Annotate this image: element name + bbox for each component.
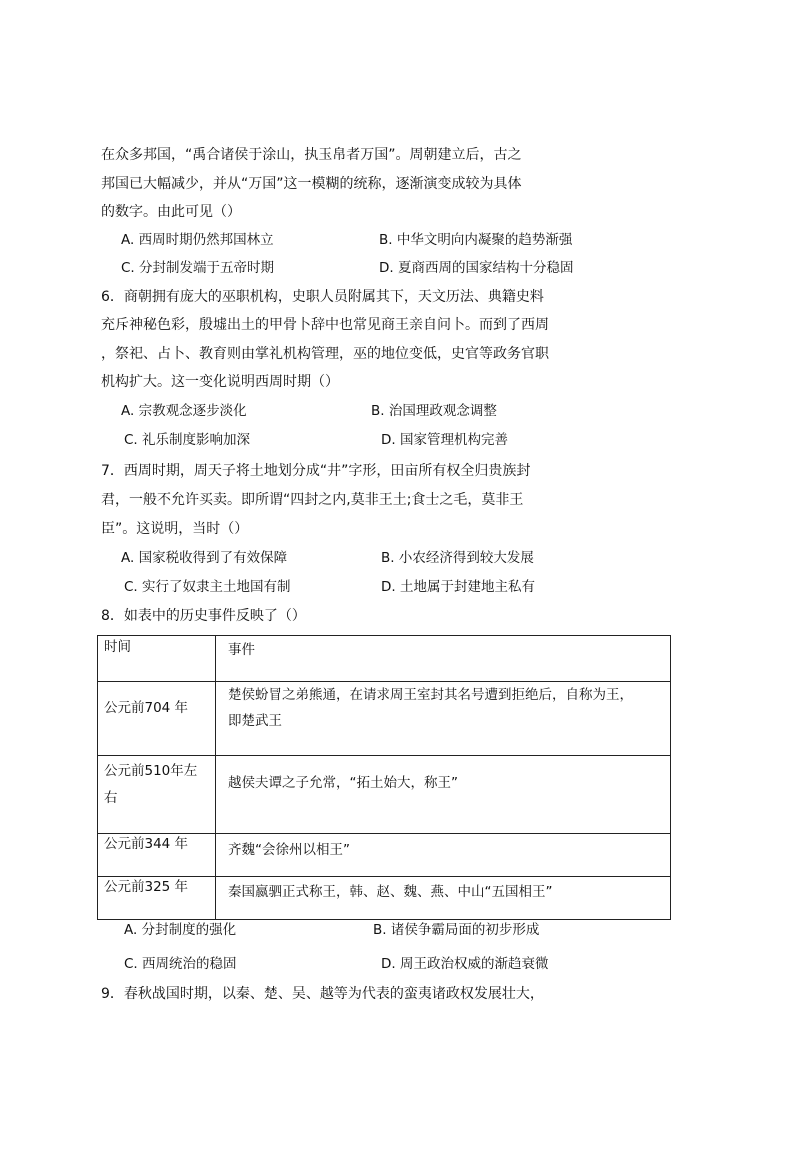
q7-option-c: C. 实行了奴隶主土地国有制: [124, 579, 291, 595]
q6-option-c: C. 礼乐制度影响加深: [124, 432, 251, 448]
q5-stem-line-2: 邦国已大幅减少，并从“万国”这一模糊的统称，逐渐演变成较为具体: [101, 176, 522, 192]
q5-option-a: A. 西周时期仍然邦国林立: [121, 232, 274, 248]
q6-option-d: D. 国家管理机构完善: [381, 432, 508, 448]
q8-stem: 8．如表中的历史事件反映了（）: [101, 608, 306, 624]
q8-option-d: D. 周王政治权威的渐趋衰微: [381, 956, 549, 972]
q7-option-d: D. 土地属于封建地主私有: [381, 579, 535, 595]
q7-stem-line-2: 君，一般不允许买卖。即所谓“四封之内,莫非王土;食士之毛，莫非王: [101, 492, 524, 508]
q5-stem-line-3: 的数字。由此可见（）: [101, 204, 241, 220]
q5-option-c: C. 分封制发端于五帝时期: [121, 260, 275, 276]
q7-option-b: B. 小农经济得到较大发展: [381, 550, 534, 566]
q7-stem-line-1: 7．西周时期，周天子将土地划分成“井”字形，田亩所有权全归贵族封: [101, 463, 531, 479]
q7-stem-line-3: 臣”。这说明，当时（）: [101, 521, 249, 537]
table-row-2-time-line-2: 右: [104, 790, 118, 806]
table-row-2-event: 越侯夫谭之子允常，“拓土始大，称王”: [228, 775, 458, 791]
q6-option-b: B. 治国理政观念调整: [371, 403, 497, 419]
q8-option-b: B. 诸侯争霸局面的初步形成: [373, 922, 540, 938]
table-row-1-event-line-1: 楚侯蚡冒之弟熊通，在请求周王室封其名号遭到拒绝后，自称为王，: [228, 687, 633, 703]
q7-option-a: A. 国家税收得到了有效保障: [121, 550, 288, 566]
table-row-3-time: 公元前344 年: [104, 836, 189, 852]
table-row-divider: [97, 755, 671, 756]
table-header-time: 时间: [104, 639, 131, 655]
q8-option-a: A. 分封制度的强化: [124, 922, 237, 938]
table-column-divider: [215, 635, 216, 920]
table-row-1-time: 公元前704 年: [104, 700, 189, 716]
q6-stem-line-1: 6．商朝拥有庞大的巫职机构，史职人员附属其下，天文历法、典籍史料: [101, 289, 544, 305]
q6-option-a: A. 宗教观念逐步淡化: [121, 403, 247, 419]
q5-option-d: D. 夏商西周的国家结构十分稳固: [379, 260, 574, 276]
table-row-4-time: 公元前325 年: [104, 879, 189, 895]
q5-stem-line-1: 在众多邦国，“禹合诸侯于涂山，执玉帛者万国”。周朝建立后，古之: [101, 147, 522, 163]
events-table: [97, 635, 671, 920]
q6-stem-line-4: 机构扩大。这一变化说明西周时期（）: [101, 374, 339, 390]
q6-stem-line-2: 充斥神秘色彩，殷墟出土的甲骨卜辞中也常见商王亲自问卜。而到了西周: [101, 317, 549, 333]
table-row-2-time-line-1: 公元前510年左: [104, 763, 198, 779]
table-header-event: 事件: [228, 642, 255, 658]
table-row-4-event: 秦国嬴驷正式称王，韩、赵、魏、燕、中山“五国相王”: [228, 884, 553, 900]
q6-stem-line-3: ，祭祀、占卜、教育则由掌礼机构管理，巫的地位变低，史官等政务官职: [101, 346, 549, 362]
q8-option-c: C. 西周统治的稳固: [124, 956, 237, 972]
q9-stem: 9．春秋战国时期，以秦、楚、吴、越等为代表的蛮夷诸政权发展壮大，: [101, 986, 544, 1002]
table-row-divider: [97, 681, 671, 682]
table-row-3-event: 齐魏“会徐州以相王”: [228, 842, 350, 858]
table-row-1-event-line-2: 即楚武王: [228, 713, 282, 729]
q5-option-b: B. 中华文明向内凝聚的趋势渐强: [379, 232, 573, 248]
